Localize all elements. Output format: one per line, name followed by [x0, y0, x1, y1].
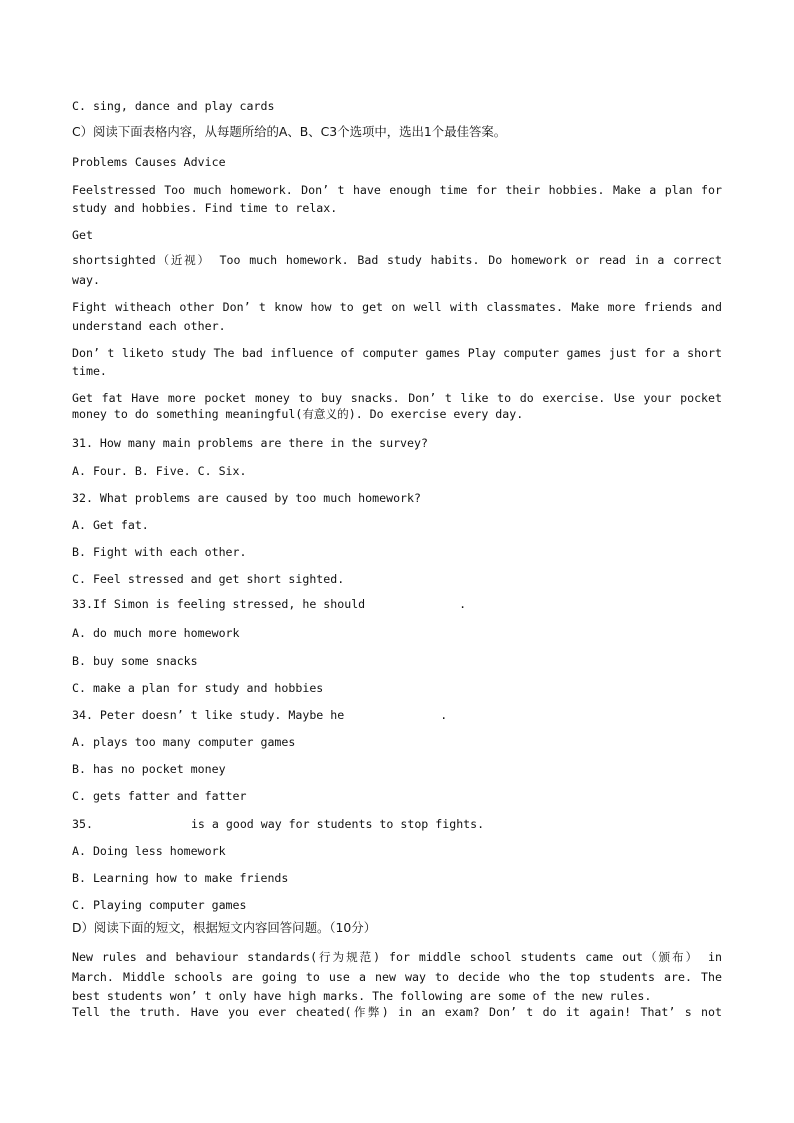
question-33-stem: 33.If Simon is feeling stressed, he should	[72, 597, 366, 611]
passage-line-1: New rules and behaviour standards(行为规范) for middle school students came out（颁布） in	[72, 950, 722, 964]
table-row-5-cont: money to do something meaningful(有意义的). Do exercise every day.	[72, 407, 524, 421]
q34-option-b: B. has no pocket money	[72, 762, 226, 776]
passage-line-3: best students won’ t only have high marks. The following are some of the new rules.	[72, 989, 652, 1003]
question-35-number: 35.	[72, 817, 93, 831]
passage-line-4: Tell the truth. Have you ever cheated(作弊) in an exam? Don’ t do it again! That’ s not	[72, 1005, 722, 1019]
section-d-heading: D）阅读下面的短文，根据短文内容回答问题。（10分）	[72, 920, 377, 935]
table-row-1-cont: study and hobbies. Find time to relax.	[72, 201, 338, 215]
q34-option-a: A. plays too many computer games	[72, 735, 296, 749]
question-31-options: A. Four. B. Five. C. Six.	[72, 464, 247, 478]
q33-option-c: C. make a plan for study and hobbies	[72, 681, 324, 695]
table-row-2-label: Get	[72, 228, 93, 242]
q32-option-b: B. Fight with each other.	[72, 545, 247, 559]
table-header: Problems Causes Advice	[72, 155, 226, 169]
question-34-stem: 34. Peter doesn’ t like study. Maybe he	[72, 708, 345, 722]
table-row-1: Feelstressed Too much homework. Don’ t have enough time for their hobbies. Make a plan for	[72, 183, 722, 197]
table-row-4: Don’ t liketo study The bad influence of computer games Play computer games just for a short	[72, 346, 722, 360]
table-row-3: Fight witheach other Don’ t know how to get on well with classmates. Make more friends and	[72, 300, 722, 314]
question-34	[72, 708, 722, 722]
question-31: 31. How many main problems are there in the survey?	[72, 436, 428, 450]
passage-line-2: March. Middle schools are going to use a new way to decide who the top students are. The	[72, 970, 722, 984]
question-34-end: .	[440, 708, 448, 722]
section-c-heading: C）阅读下面表格内容，从每题所给的A、B、C3个选项中，选出1个最佳答案。	[72, 124, 507, 139]
option-c-prev: C. sing, dance and play cards	[72, 99, 275, 113]
q32-option-c: C. Feel stressed and get short sighted.	[72, 572, 345, 586]
q35-option-c: C. Playing computer games	[72, 898, 247, 912]
question-35-stem: is a good way for students to stop fights.	[190, 817, 485, 831]
q33-option-a: A. do much more homework	[72, 626, 240, 640]
table-row-5: Get fat Have more pocket money to buy snacks. Don’ t like to do exercise. Use your pocket	[72, 391, 722, 405]
question-33-end: .	[459, 597, 467, 611]
q33-option-b: B. buy some snacks	[72, 654, 198, 668]
question-32: 32. What problems are caused by too much homework?	[72, 491, 422, 505]
q35-option-a: A. Doing less homework	[72, 844, 226, 858]
q34-option-c: C. gets fatter and fatter	[72, 789, 247, 803]
table-row-3-cont: understand each other.	[72, 319, 226, 333]
q32-option-a: A. Get fat.	[72, 518, 149, 532]
question-35	[72, 817, 722, 831]
question-33	[72, 597, 722, 611]
table-row-4-cont: time.	[72, 364, 107, 378]
q35-option-b: B. Learning how to make friends	[72, 871, 289, 885]
table-row-2: shortsighted（近视） Too much homework. Bad study habits. Do homework or read in a correct	[72, 253, 722, 267]
table-row-2-cont: way.	[72, 273, 100, 287]
